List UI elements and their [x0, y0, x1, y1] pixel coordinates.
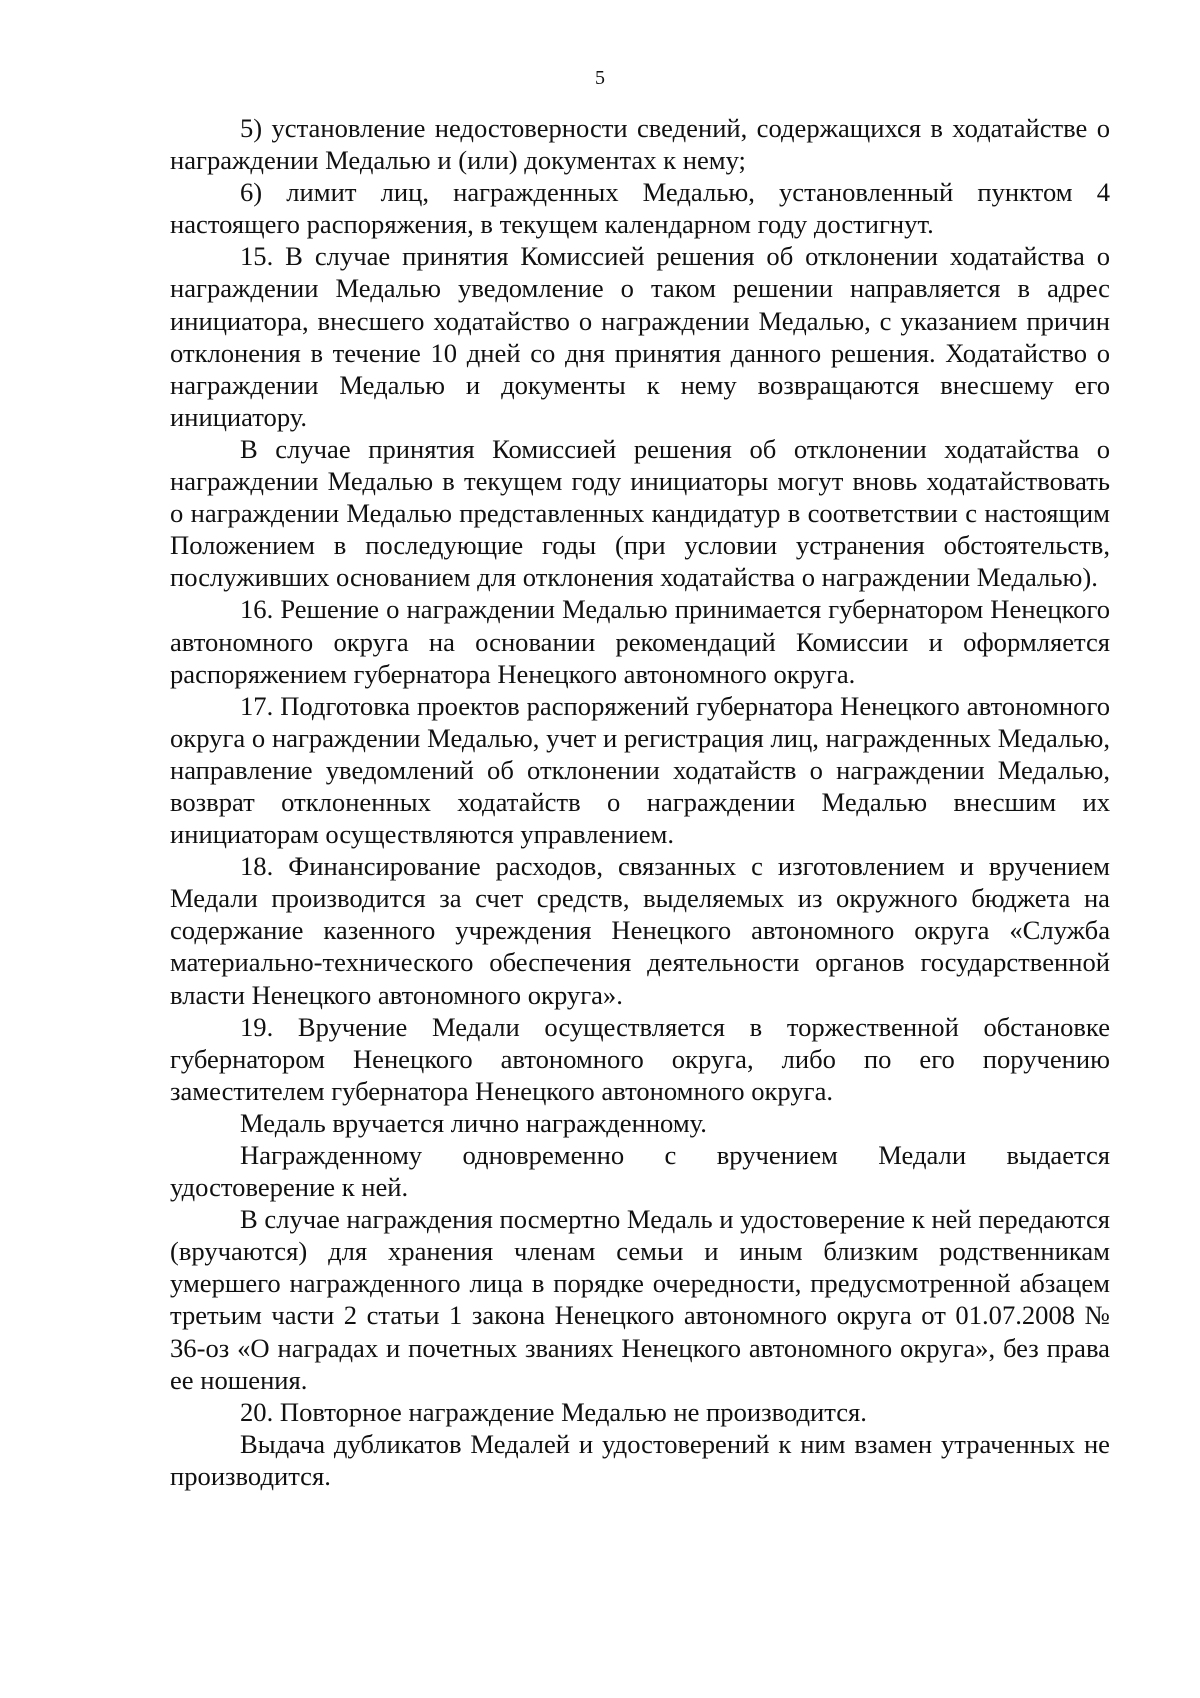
paragraph-section-17: 17. Подготовка проектов распоряжений губернатора Ненецкого автономного округа о награждении Медалью, учет и регистрация лиц, награжденных Медалью, направление уведомлений об отклонении ходатайств о награждении Медалью, возврат отклоненных ходатайств о награждении Медалью внесшим их инициаторам осуществляются управлением. [170, 690, 1110, 850]
paragraph-section-19: 19. Вручение Медали осуществляется в торжественной обстановке губернатором Ненецкого автономного округа, либо по его поручению заместителем губернатора Ненецкого автономного округа. [170, 1011, 1110, 1106]
paragraph-section-18: 18. Финансирование расходов, связанных с изготовлением и вручением Медали производится за счет средств, выделяемых из окружного бюджета на содержание казенного учреждения Ненецкого автономного округа «Служба материально-технического обеспечения деятельности органов государственной власти Ненецкого автономного округа». [170, 851, 1110, 1010]
paragraph-item-6: 6) лимит лиц, награжденных Медалью, установленный пунктом 4 настоящего распоряжения, в текущем календарном году достигнут. [170, 177, 1110, 240]
paragraph-section-15-continued: В случае принятия Комиссией решения об отклонении ходатайства о награждении Медалью в текущем году инициаторы могут вновь ходатайствовать о награждении Медалью представленных кандидатур в соответствии с настоящим Положением в последующие годы (при условии устранения обстоятельств, послуживших основанием для отклонения ходатайства о награждении Медалью). [170, 433, 1110, 593]
paragraph-section-15: 15. В случае принятия Комиссией решения об отклонении ходатайства о награждении Медалью уведомление о таком решении направляется в адрес инициатора, внесшего ходатайство о награждении Медалью, с указанием причин отклонения в течение 10 дней со дня принятия данного решения. Ходатайство о награждении Медалью и документы к нему возвращаются внесшему его инициатору. [170, 241, 1110, 432]
paragraph-section-19-posthumous: В случае награждения посмертно Медаль и удостоверение к ней передаются (вручаются) для хранения членам семьи и иным близким родственникам умершего награжденного лица в порядке очередности, предусмотренной абзацем третьим части 2 статьи 1 закона Ненецкого автономного округа от 01.07.2008 № 36-оз «О наградах и почетных званиях Ненецкого автономного округа», без права ее ношения. [170, 1204, 1110, 1395]
document-body [170, 112, 1110, 1492]
paragraph-item-5: 5) установление недостоверности сведений, содержащихся в ходатайстве о награждении Медалью и (или) документах к нему; [170, 113, 1110, 176]
paragraph-section-19-personal-delivery: Медаль вручается лично награжденному. [240, 1107, 707, 1138]
paragraph-section-20: 20. Повторное награждение Медалью не производится. [240, 1396, 867, 1427]
paragraph-section-19-certificate: Награжденному одновременно с вручением Медали выдается удостоверение к ней. [170, 1140, 1110, 1203]
page-number: 5 [595, 67, 605, 89]
paragraph-section-16: 16. Решение о награждении Медалью принимается губернатором Ненецкого автономного округа на основании рекомендаций Комиссии и оформляется распоряжением губернатора Ненецкого автономного округа. [170, 594, 1110, 689]
paragraph-section-20-duplicates: Выдача дубликатов Медалей и удостоверений к ним взамен утраченных не производится. [170, 1428, 1110, 1491]
